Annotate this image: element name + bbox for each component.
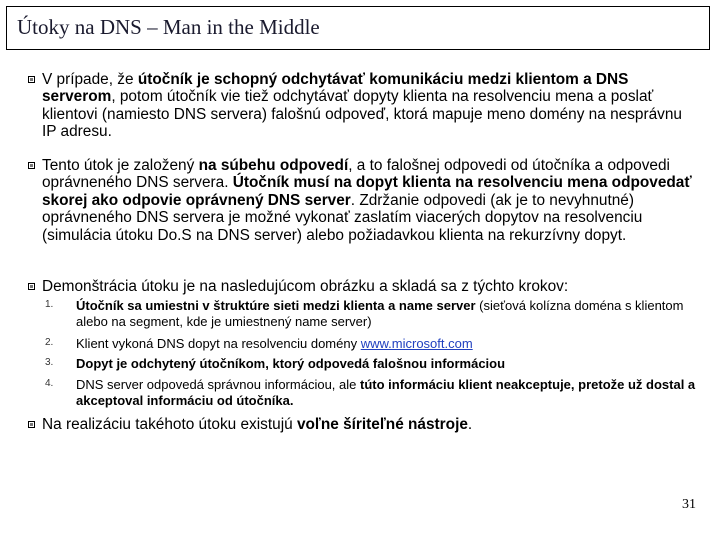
bullet-text — [42, 278, 700, 295]
bullet-race-condition — [28, 157, 700, 244]
bold-text: útočník je schopný odchytávať komunikáciu medzi klientom a DNS serverom — [42, 71, 629, 106]
step-item — [28, 336, 700, 352]
page-number: 31 — [682, 497, 696, 512]
bold-text: Útočník musí na dopyt klienta na resolvenciu mena odpovedať skorej ako odpovie oprávnený DNS server — [42, 174, 692, 209]
title-box — [6, 6, 710, 50]
square-bullet-icon — [28, 162, 35, 169]
text-run: . — [467, 416, 473, 433]
step-number: 4. — [45, 378, 54, 389]
text-run: (sieťová kolízna doména s klientom alebo na segment, kde je umiestnený name server) — [76, 298, 684, 330]
bold-text: voľne šíriteľné nástroje — [296, 416, 468, 433]
bullet-tools — [28, 416, 700, 433]
square-bullet-icon — [28, 76, 35, 83]
text-run: , potom útočník vie tiež odchytávať dopyty klienta na resolvenciu mena a poslať klientovi (namiesto DNS servera) falošnú odpoveď, ktorá mapuje meno domény na nesprávnu IP adresu. — [42, 88, 682, 141]
square-bullet-icon — [28, 283, 35, 290]
bullet-text — [42, 71, 700, 141]
step-text — [76, 377, 700, 410]
bullet-demonstration — [28, 278, 700, 295]
step-item — [28, 377, 700, 410]
bullet-mitm-description — [28, 71, 700, 141]
step-number: 1. — [45, 299, 54, 310]
domain-link[interactable]: www.microsoft.com — [360, 336, 473, 351]
text-run: V prípade, že — [42, 71, 138, 88]
step-number: 3. — [45, 357, 54, 368]
bold-text: Dopyt je odchytený útočníkom, ktorý odpovedá falošnou informáciou — [76, 356, 506, 371]
text-run: DNS server odpovedá správnou informáciou, ale — [76, 377, 360, 392]
text-run: , a to falošnej odpovedi od útočníka a odpovedi oprávneného DNS servera. — [42, 157, 670, 192]
square-bullet-icon — [28, 421, 35, 428]
bullet-text — [42, 157, 700, 244]
slide-title: Útoky na DNS – Man in the Middle — [17, 15, 320, 39]
bold-text: na súbehu odpovedí — [198, 157, 349, 174]
step-number: 2. — [45, 337, 54, 348]
bullet-text — [42, 416, 700, 433]
text-run: Tento útok je založený — [42, 157, 199, 174]
bold-text: Útočník sa umiestni v štruktúre sieti medzi klienta a name server — [76, 298, 476, 313]
text-run: Klient vykoná DNS dopyt na resolvenciu domény — [76, 336, 361, 351]
step-item — [28, 356, 700, 372]
text-run: Na realizáciu takéhoto útoku existujú — [42, 416, 297, 433]
step-item — [28, 298, 700, 331]
step-text — [76, 336, 700, 352]
text-run: Demonštrácia útoku je na nasledujúcom obrázku a skladá sa z týchto krokov: — [42, 278, 569, 295]
text-run: . Zdržanie odpovedi (ak je to nevyhnutné) oprávneného DNS servera je možné vykonať zaslatím viacerých dopytov na resolvenciu (simulácia útoku Do.S na DNS server) alebo požiadavkou klienta na rekurzívny dopyt. — [42, 191, 643, 244]
step-text — [76, 298, 700, 331]
bold-text: túto informáciu klient neakceptuje, pretože už dostal a akceptoval informáciu od útočníka. — [76, 377, 696, 409]
step-text — [76, 356, 700, 372]
